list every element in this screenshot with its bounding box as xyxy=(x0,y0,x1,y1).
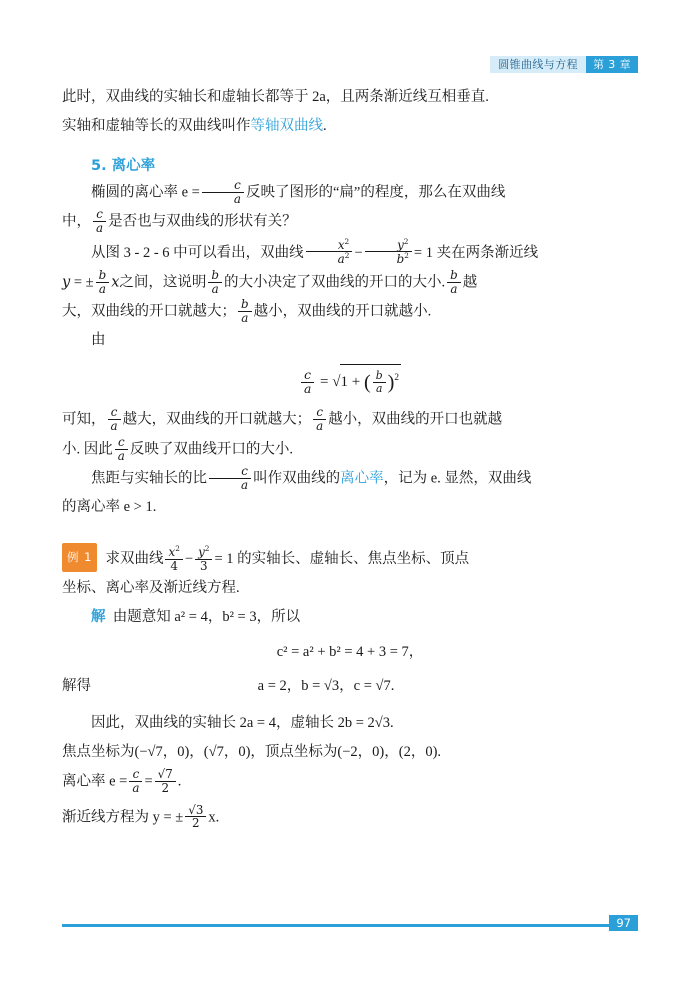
paragraph-4-cont xyxy=(62,436,638,463)
fraction-b-over-a-1: $\frac{b}{a}$ xyxy=(96,269,110,296)
fraction-c-over-a-4: $\frac{c}{a}$ xyxy=(108,406,121,433)
example-question-line-1: 例 1 求双曲线 $\frac{x^2}{4}$ − $\frac{y^2}{3}$ = 1 的实轴长、虚轴长、焦点坐标、顶点 xyxy=(62,543,638,573)
fraction-c-over-a-1: $\frac{c}{a}$ xyxy=(202,179,244,206)
paragraph-1-part-a: 椭圆的离心率 e = xyxy=(91,184,200,201)
paragraph-2-part-c: 之间，这说明 xyxy=(119,274,207,291)
paragraph-4-part-b: 越大，双曲线的开口就越大； xyxy=(122,411,312,428)
example-result-3 xyxy=(62,768,638,795)
paragraph-1-part-b: 反映了图形的“扁”的程度，那么在双曲线 xyxy=(245,184,506,201)
intro-line-2-before: 实轴和虚轴等长的双曲线叫作 xyxy=(62,118,251,134)
intro-line-2 xyxy=(62,113,638,140)
fraction-x2-over-a2: $\frac{x^2}{a^2}$ xyxy=(306,238,353,267)
paragraph-4-part-c: 越小，双曲线的开口也就越 xyxy=(328,411,503,428)
fraction-c-over-a-7: $\frac{c}{a}$ xyxy=(209,465,251,492)
fraction-c-over-a-3: $\frac{c}{a}$ xyxy=(301,369,314,397)
section-heading xyxy=(62,154,638,175)
intro-line-2-after: . xyxy=(323,118,327,134)
paragraph-5-part-c: ，记为 e. 显然，双曲线 xyxy=(383,470,532,487)
fraction-b-over-a-2: $\frac{b}{a}$ xyxy=(208,269,222,296)
example-question-part-b: = 1 的实轴长、虚轴长、焦点坐标、顶点 xyxy=(214,551,470,568)
term-eccentricity: 离心率 xyxy=(340,470,384,487)
paragraph-1-part-c: 中， xyxy=(62,213,91,230)
example-result-3-part-a: 离心率 e = xyxy=(62,773,128,790)
example-result-3-part-b: = xyxy=(144,773,153,790)
fraction-y2-over-b2: $\frac{y^2}{b^2}$ xyxy=(365,238,412,267)
paragraph-3: 由 xyxy=(91,332,106,349)
example-question-part-a: 求双曲线 xyxy=(105,551,164,568)
example-badge: 例 1 xyxy=(62,543,97,572)
section-title: 离心率 xyxy=(111,158,156,174)
display-formula-eccentricity: $\frac{c}{a}$ = √1 + ( $\frac{b}{a}$ )$^2$ xyxy=(62,364,638,396)
example-solution-line xyxy=(62,604,638,631)
solve-word: 解得 xyxy=(62,678,91,695)
paragraph-1-cont xyxy=(62,208,638,235)
fraction-b-over-a-5: $\frac{b}{a}$ xyxy=(373,370,386,394)
fraction-c-over-a-6: $\frac{c}{a}$ xyxy=(115,436,128,463)
paragraph-2-part-d: 的大小决定了双曲线的开口的大小. xyxy=(224,274,446,291)
fraction-sqrt3-over-2: $\frac{√3}{2}$ xyxy=(185,804,206,831)
example-result-4-part-a: 渐近线方程为 y = ± xyxy=(62,808,184,825)
paragraph-2-part-f: 大，双曲线的开口就越大； xyxy=(62,303,236,320)
paragraph-4-part-a: 可知， xyxy=(62,411,106,428)
paragraph-2-cont2 xyxy=(62,298,638,325)
paragraph-5-part-a: 焦距与实轴长的比 xyxy=(91,470,207,487)
fraction-b-over-a-4: $\frac{b}{a}$ xyxy=(238,298,252,325)
example-equation-2: a = 2，b = √3，c = √7. xyxy=(257,678,395,695)
solution-label: 解 xyxy=(91,609,106,626)
example-equation-1: c² = a² + b² = 4 + 3 = 7， xyxy=(276,644,424,661)
paragraph-1 xyxy=(62,179,638,206)
sqrt-expression: √1 + ( $\frac{b}{a}$ )$^2$ xyxy=(332,364,401,395)
asymptote-equation: y xyxy=(62,274,71,291)
term-equilateral-hyperbola: 等轴双曲线 xyxy=(250,118,323,134)
paragraph-2-part-e: 越 xyxy=(462,274,478,291)
example-result-4 xyxy=(62,804,638,831)
fraction-b-over-a-3: $\frac{b}{a}$ xyxy=(447,269,461,296)
paragraph-2-cont: y = ± $\frac{b}{a}$ x之间，这说明 $\frac{b}{a}$ 的大小决定了双曲线的开口的大小. $\frac{b}{a}$ 越 xyxy=(62,267,478,296)
solution-lead: 由题意知 a² = 4，b² = 3，所以 xyxy=(112,609,301,626)
example-result-4-part-b: x. xyxy=(208,808,220,825)
page-header xyxy=(490,56,638,73)
intro-line-1: 此时，双曲线的实轴长和虚轴长都等于 2a，且两条渐近线互相垂直. xyxy=(62,89,489,105)
example-result-3-part-c: . xyxy=(177,773,182,790)
paragraph-2: 从图 3 - 2 - 6 中可以看出，双曲线 $\frac{x^2}{a^2}$ − $\frac{y^2}{b^2}$ = 1 夹在两条渐近线 xyxy=(91,236,539,267)
paragraph-4 xyxy=(62,406,638,433)
example-equation-2-row xyxy=(62,673,638,700)
paragraph-5-cont: 的离心率 e > 1. xyxy=(62,499,157,516)
footer-divider xyxy=(62,924,638,927)
paragraph-2-part-g: 越小，双曲线的开口就越小. xyxy=(253,303,432,320)
header-chapter-title: 圆锥曲线与方程 xyxy=(490,56,586,73)
fraction-c-over-a-2: $\frac{c}{a}$ xyxy=(93,208,106,235)
fraction-sqrt7-over-2: $\frac{√7}{2}$ xyxy=(155,768,176,795)
paragraph-1-part-d: 是否也与双曲线的形状有关？ xyxy=(108,213,297,230)
header-chapter-number: 第 3 章 xyxy=(586,56,638,73)
fraction-x2-over-4: $\frac{x^2}{4}$ xyxy=(165,545,182,573)
section-number: 5. xyxy=(91,158,107,174)
page-number: 97 xyxy=(609,915,638,931)
example-question-line-2: 坐标、离心率及渐近线方程. xyxy=(62,580,240,597)
example-result-1: 因此，双曲线的实轴长 2a = 4，虚轴长 2b = 2√3. xyxy=(91,715,394,732)
page-footer xyxy=(62,916,638,933)
fraction-c-over-a-5: $\frac{c}{a}$ xyxy=(313,406,326,433)
fraction-y2-over-3: $\frac{y^2}{3}$ xyxy=(195,545,212,573)
paragraph-4-part-e: 反映了双曲线开口的大小. xyxy=(129,441,293,457)
example-block xyxy=(62,543,638,831)
paragraph-5 xyxy=(62,465,638,492)
paragraph-4-part-d: 小. 因此 xyxy=(62,441,113,457)
paragraph-2-part-a: 从图 3 - 2 - 6 中可以看出，双曲线 xyxy=(91,244,304,261)
fraction-c-over-a-8: $\frac{c}{a}$ xyxy=(129,768,142,795)
example-result-2: 焦点坐标为(−√7，0)，(√7，0)，顶点坐标为(−2，0)，(2，0). xyxy=(62,744,442,761)
page-content xyxy=(62,84,638,833)
paragraph-5-part-b: 叫作双曲线的 xyxy=(253,470,341,487)
paragraph-2-part-b: = 1 夹在两条渐近线 xyxy=(413,244,539,261)
